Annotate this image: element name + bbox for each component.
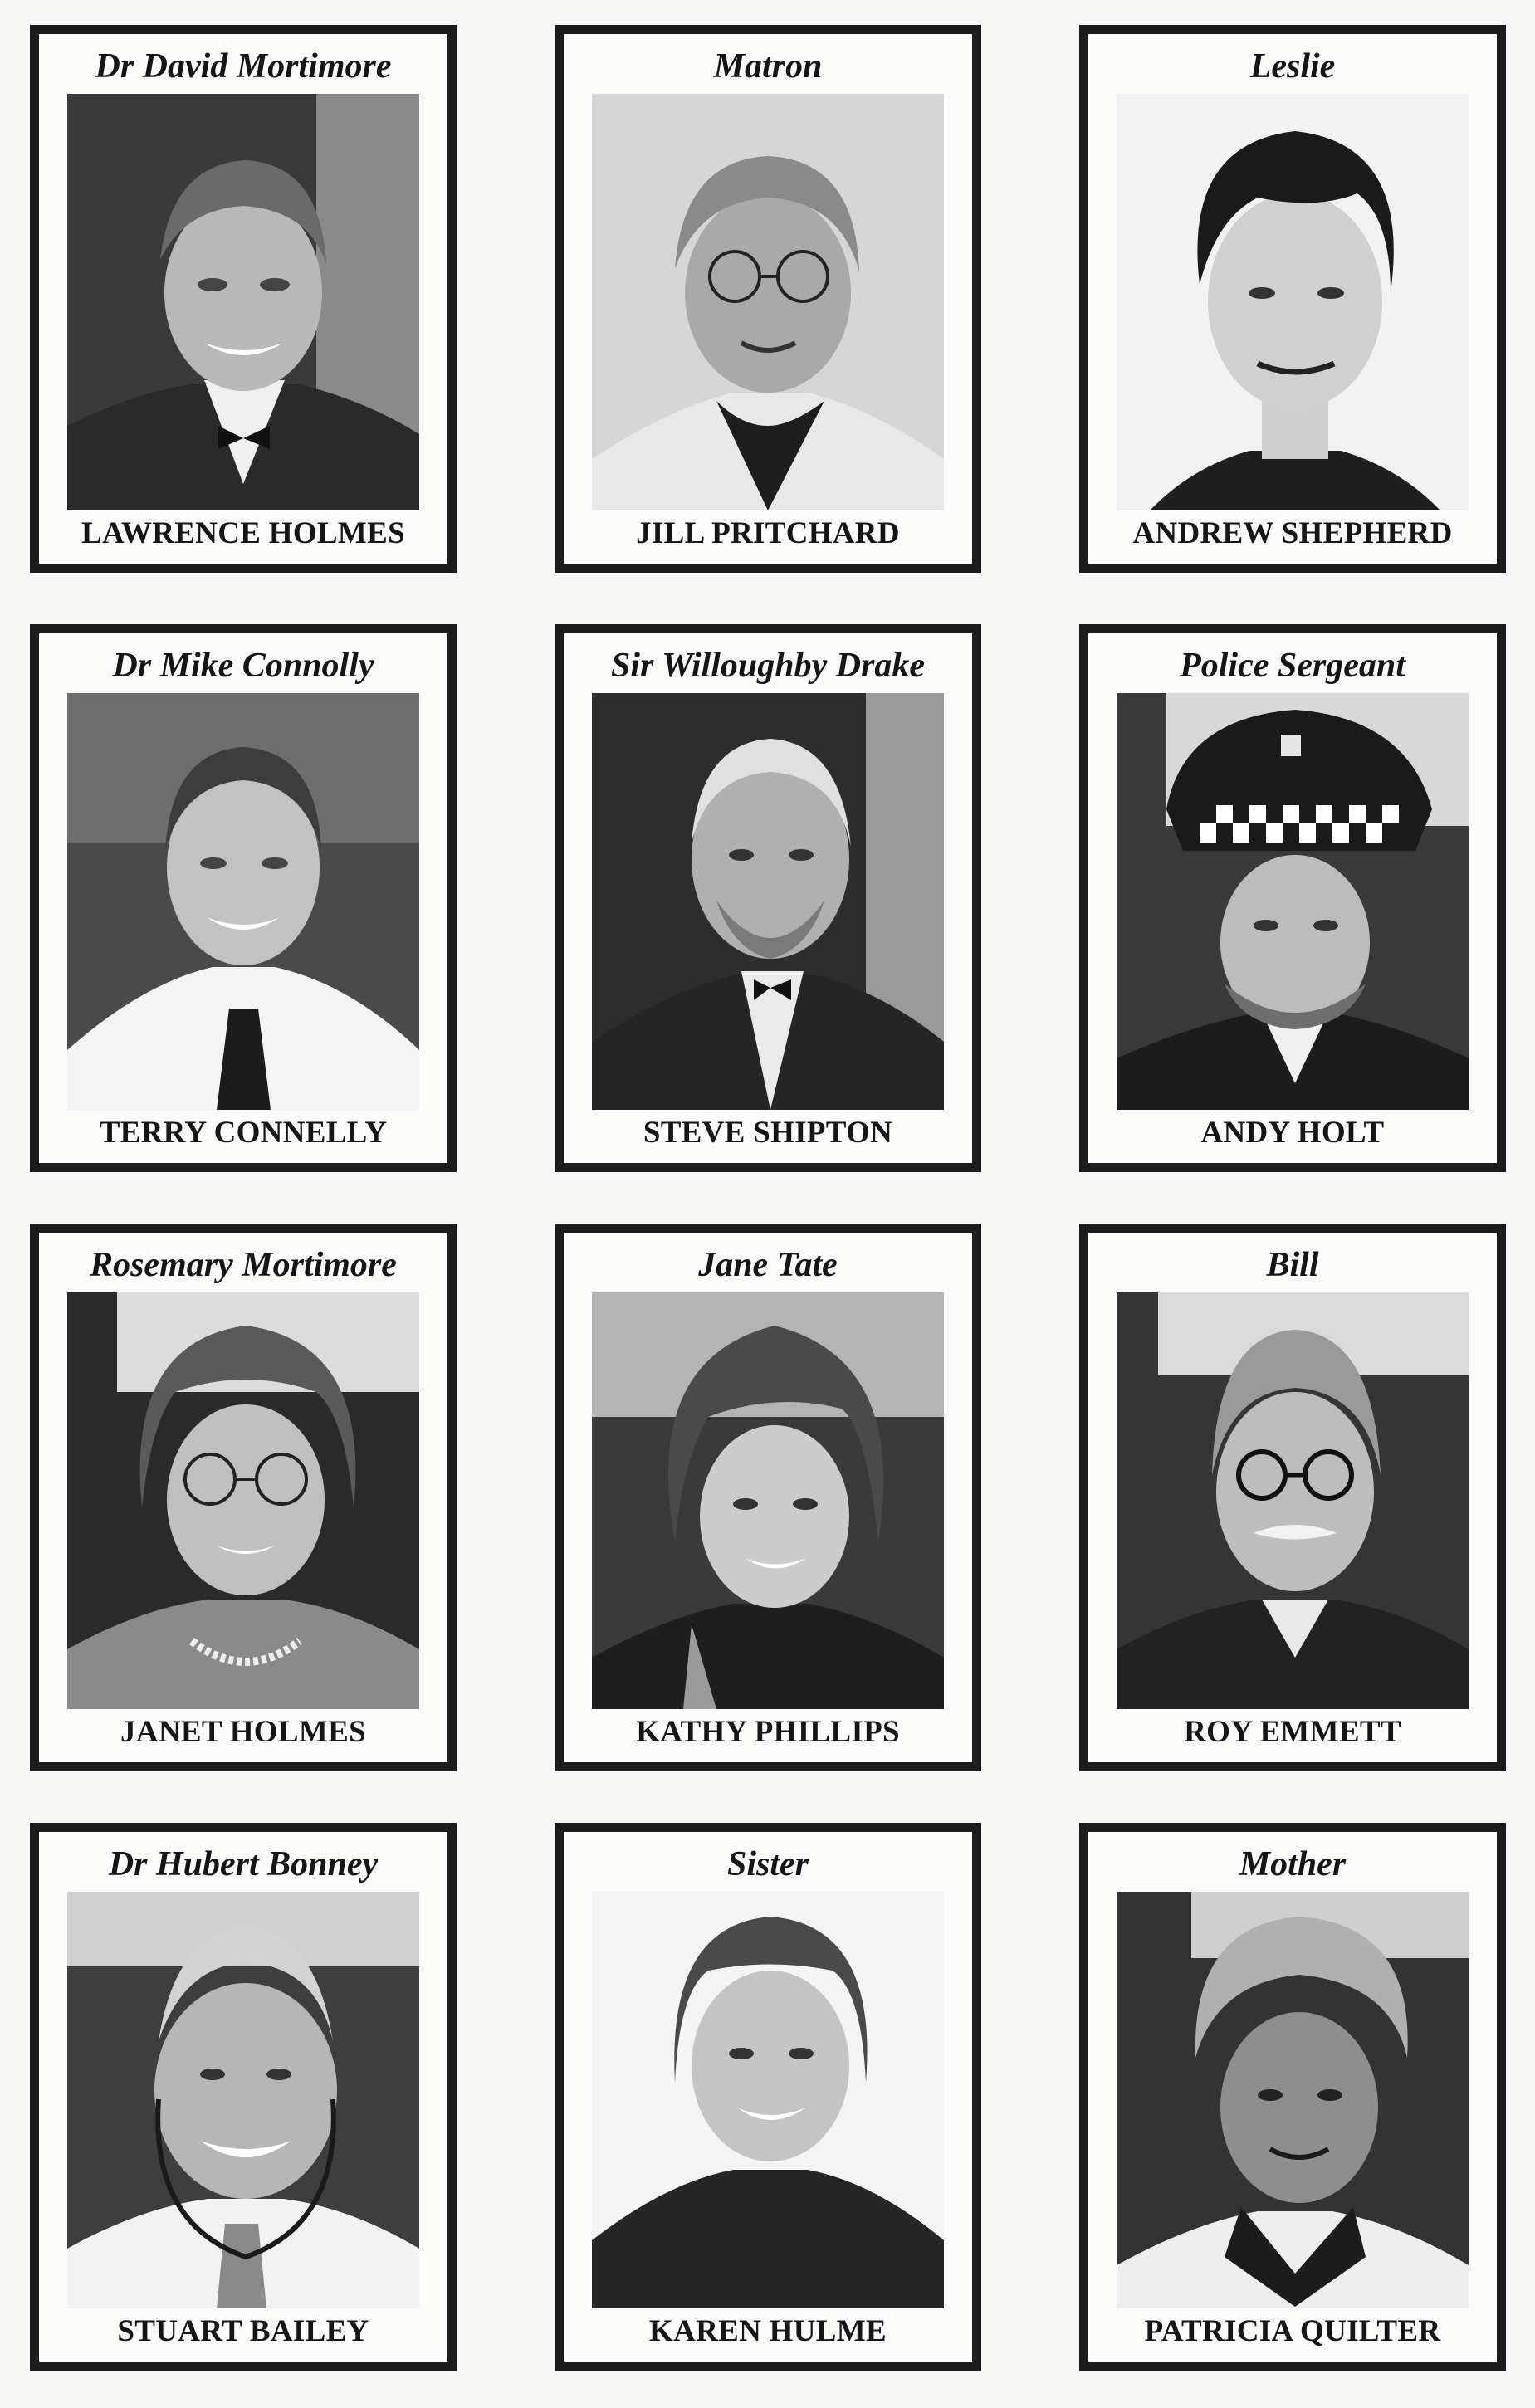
woman-short-hair-portrait bbox=[592, 1892, 944, 2308]
bearded-man-bow-tie-portrait bbox=[592, 693, 944, 1110]
actor-name: JANET HOLMES bbox=[120, 1715, 366, 1749]
actor-name: PATRICIA QUILTER bbox=[1144, 2314, 1441, 2348]
actor-name: JILL PRITCHARD bbox=[636, 516, 900, 550]
role-name: Sister bbox=[726, 1845, 809, 1883]
role-name: Dr Mike Connolly bbox=[112, 647, 374, 685]
man-tie-portrait bbox=[67, 693, 419, 1110]
cast-card bbox=[555, 1224, 981, 1771]
role-name: Dr Hubert Bonney bbox=[108, 1845, 379, 1883]
role-name: Mother bbox=[1239, 1845, 1347, 1883]
cast-card bbox=[555, 624, 981, 1172]
role-name: Rosemary Mortimore bbox=[90, 1246, 397, 1284]
cast-card bbox=[1079, 624, 1506, 1172]
role-name: Matron bbox=[713, 47, 823, 85]
woman-glasses-necklace-portrait bbox=[67, 1292, 419, 1709]
woman-curly-hair-portrait bbox=[592, 1292, 944, 1709]
actor-name: ANDREW SHEPHERD bbox=[1132, 516, 1453, 550]
role-name: Dr David Mortimore bbox=[95, 47, 392, 85]
role-name: Leslie bbox=[1249, 47, 1336, 85]
actor-name: STEVE SHIPTON bbox=[643, 1116, 893, 1150]
actor-name: TERRY CONNELLY bbox=[99, 1116, 388, 1150]
actor-name: ROY EMMETT bbox=[1184, 1715, 1401, 1749]
woman-glasses-portrait bbox=[592, 94, 944, 510]
cast-card bbox=[1079, 1224, 1506, 1771]
older-woman-portrait bbox=[1117, 1892, 1469, 2308]
role-name: Police Sergeant bbox=[1180, 647, 1405, 685]
cast-card bbox=[1079, 1823, 1506, 2371]
cast-card bbox=[30, 1823, 457, 2371]
actor-name: LAWRENCE HOLMES bbox=[81, 516, 405, 550]
role-name: Bill bbox=[1266, 1246, 1319, 1284]
cast-card bbox=[555, 25, 981, 573]
cast-card bbox=[1079, 25, 1506, 573]
police-cap-portrait bbox=[1117, 693, 1469, 1110]
role-name: Sir Willoughby Drake bbox=[610, 647, 926, 685]
cast-card bbox=[30, 25, 457, 573]
young-man-portrait bbox=[1117, 94, 1469, 510]
cast-card bbox=[30, 1224, 457, 1771]
actor-name: KATHY PHILLIPS bbox=[636, 1715, 900, 1749]
actor-name: KAREN HULME bbox=[649, 2314, 887, 2348]
cast-card bbox=[30, 624, 457, 1172]
doctor-stethoscope-portrait bbox=[67, 1892, 419, 2308]
actor-name: STUART BAILEY bbox=[117, 2314, 369, 2348]
cast-card bbox=[555, 1823, 981, 2371]
man-bow-tie-portrait bbox=[67, 94, 419, 510]
role-name: Jane Tate bbox=[698, 1246, 838, 1284]
man-glasses-moustache-portrait bbox=[1117, 1292, 1469, 1709]
actor-name: ANDY HOLT bbox=[1200, 1116, 1385, 1150]
